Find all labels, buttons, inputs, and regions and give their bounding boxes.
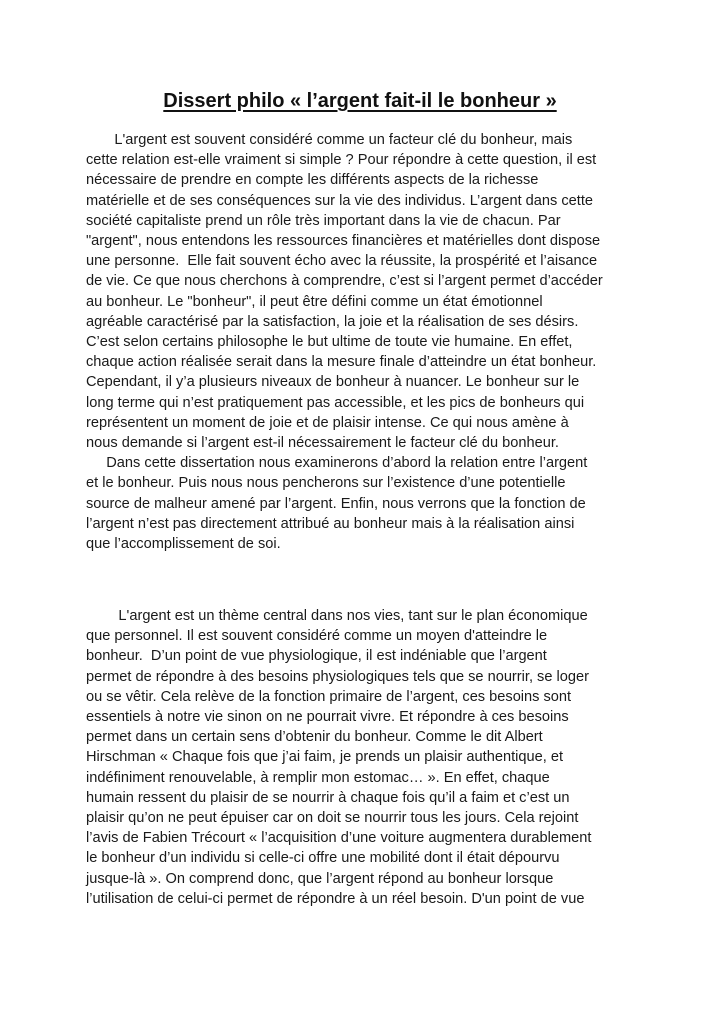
document-title: Dissert philo « l’argent fait-il le bonheur » <box>163 90 557 112</box>
development-paragraph: L'argent est un thème central dans nos vies, tant sur le plan économique que personnel. Il est souvent considéré comme un moyen d'atteindre le bonheur. D’un point de vue physiologique, il est indéniable que l’argent permet de répondre à des besoins physiologiques tels que se nourrir, se loger ou se vêtir. Cela relève de la fonction primaire de l’argent, ces besoins sont essentiels à notre vie sinon on ne pourrait vivre. Et répondre à ces besoins permet dans un certain sens d’obtenir du bonheur. Comme le dit Albert Hirschman « Chaque fois que j’ai faim, je prends un plaisir authentique, et indéfiniment renouvelable, à remplir mon estomac… ». En effet, chaque humain ressent du plaisir de se nourrir à chaque fois qu’il a faim et c’est un plaisir qu’on ne peut épuiser car on doit se nourrir tous les jours. Cela rejoint l’avis de Fabien Trécourt « l’acquisition d’une voiture augmentera durablement le bonheur d’un individu si celle-ci offre une mobilité dont il était dépourvu jusque-là ». On comprend donc, que l’argent répond au bonheur lorsque l’utilisation de celui-ci permet de répondre à un réel besoin. D'un point de vue <box>86 608 592 907</box>
development-section <box>86 606 646 909</box>
introduction-section <box>86 130 646 554</box>
plan-paragraph: Dans cette dissertation nous examinerons d’abord la relation entre l’argent et le bonheur. Puis nous nous pencherons sur l’existence d’une potentielle source de malheur amené par l’argent. Enfin, nous verrons que la fonction de l’argent n’est pas directement attribué au bonheur mais à la réalisation ainsi que l’accomplissement de soi. <box>86 455 588 553</box>
intro-paragraph: L'argent est souvent considéré comme un facteur clé du bonheur, mais cette relation est-elle vraiment si simple ? Pour répondre à cette question, il est nécessaire de prendre en compte les différents aspects de la richesse matérielle et de ses conséquences sur la vie des individus. L’argent dans cette société capitaliste prend un rôle très important dans la vie de chacun. Par "argent", nous entendons les ressources financières et matérielles dont dispose une personne. Elle fait souvent écho avec la réussite, la prospérité et l’aisance de vie. Ce que nous cherchons à comprendre, c’est si l’argent permet d’accéder au bonheur. Le "bonheur", il peut être défini comme un état émotionnel agréable caractérisé par la satisfaction, la joie et la réalisation de ses désirs. C’est selon certains philosophe le but ultime de toute vie humaine. En effet, chaque action réalisée serait dans la mesure finale d’atteindre un état bonheur. Cependant, il y’a plusieurs niveaux de bonheur à nuancer. Le bonheur sur le long terme qui n’est pratiquement pas accessible, et les pics de bonheurs qui représentent un moment de joie et de plaisir intense. Ce qui nous amène à nous demande si l’argent est-il nécessairement le facteur clé du bonheur. <box>86 132 603 452</box>
